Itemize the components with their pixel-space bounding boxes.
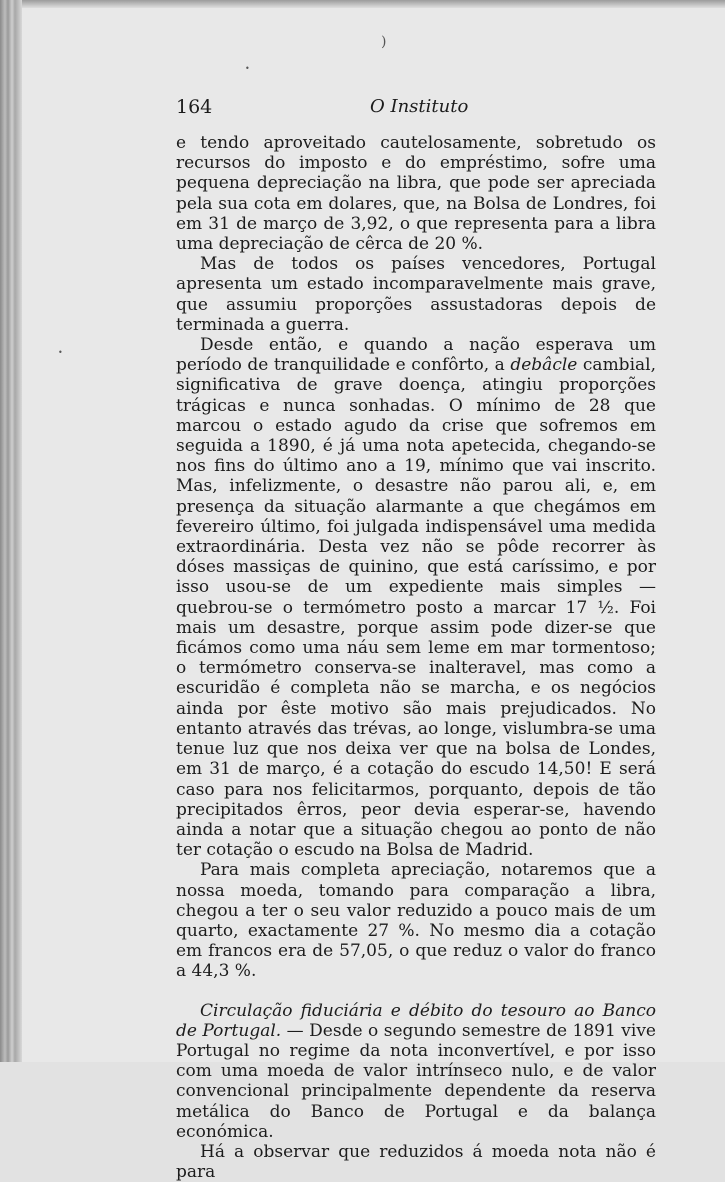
paragraph-text: e tendo aproveitado cautelosamente, sobretudo os recursos do imposto e do empréstimo, sofre uma pequena depreciação na libra, que pode ser apreciada pela sua cota em dolares, que, na Bolsa de Londres, foi em 31 de março de 3,92, o que representa para a libra uma depreciação de cêrca de 20 %. — [176, 133, 656, 255]
running-title: O Instituto — [370, 96, 469, 117]
paragraph — [176, 133, 656, 254]
section-paragraph — [176, 1001, 656, 1142]
page-number: 164 — [176, 96, 213, 118]
page-header — [0, 96, 725, 120]
paragraph — [176, 335, 656, 860]
paragraph-text: Para mais completa apreciação, notaremos que a nossa moeda, tomando para comparação a libra, chegou a ter o seu valor reduzido a pouco mais de um quarto, exactamente 27 %. No mesmo dia a cotação em francos era de 57,05, o que reduz o valor do franco a 44,3 %. — [176, 860, 656, 982]
stray-pen-mark: ) — [381, 34, 387, 50]
body-text — [176, 133, 656, 1182]
paragraph-text: cambial, significativa de grave doença, atingiu proporções trágicas e nunca sonhadas. O mínimo de 28 que marcou o estado agudo da crise que sofremos em seguida a 1890, é já uma nota apetecida, chegando-se nos fins do último ano a 19, mínimo que vai inscrito. Mas, infelizmente, o desastre não parou ali, e, em presença da situação alarmante a que chegámos em fevereiro último, foi julgada indispensável uma medida extraordinária. Desta vez não se pôde recorrer às dóses massiças de quinino, que está caríssimo, e por isso usou-se de um expediente mais simples — quebrou-se o termómetro posto a marcar 17 ½. Foi mais um desastre, porque assim pode dizer-se que ficámos como uma náu sem leme em mar tormentoso; o termómetro conserva-se inalteravel, mas como a escuridão é completa não se marcha, e os negócios ainda por êste motivo são mais prejudicados. No entanto através das trévas, ao longe, vislumbra-se uma tenue luz que nos deixa ver que na bolsa de Londes, em 31 de março, é a cotação do escudo 14,50! E será caso para nos felicitarmos, porquanto, depois de tão precipitados êrros, peor devia esperar-se, havendo ainda a notar que a situação chegou ao ponto de não ter cotação o escudo na Bolsa de Madrid. — [176, 355, 656, 861]
margin-dot-mark: • — [58, 348, 63, 357]
paragraph-text: Mas de todos os países vencedores, Portugal apresenta um estado incomparavelmente mais grave, que assumiu proporções assustadoras depois de terminada a guerra. — [176, 254, 656, 335]
paragraph-text: Há a observar que reduzidos á moeda nota não é para — [176, 1141, 656, 1182]
italic-text: Circulação fiduciária e débito do tesouro ao Banco de Portugal. — [176, 1000, 656, 1041]
book-binding-edge — [0, 0, 22, 1062]
paragraph-text: — Desde o segundo semestre de 1891 vive Portugal no regime da nota inconvertível, e por isso com uma moeda de valor intrínseco nulo, e de valor convencional principalmente dependente da reserva metálica do Banco de Portugal e da balança económica. — [176, 1020, 656, 1142]
paragraph — [176, 254, 656, 335]
paragraph — [176, 860, 656, 981]
page-top-edge — [22, 0, 725, 8]
stray-dot-mark: • — [245, 64, 250, 73]
paragraph — [176, 1142, 656, 1182]
italic-text: debâcle — [510, 355, 578, 376]
paragraph-text: Desde então, e quando a nação esperava um período de tranquilidade e confôrto, a — [176, 335, 656, 376]
